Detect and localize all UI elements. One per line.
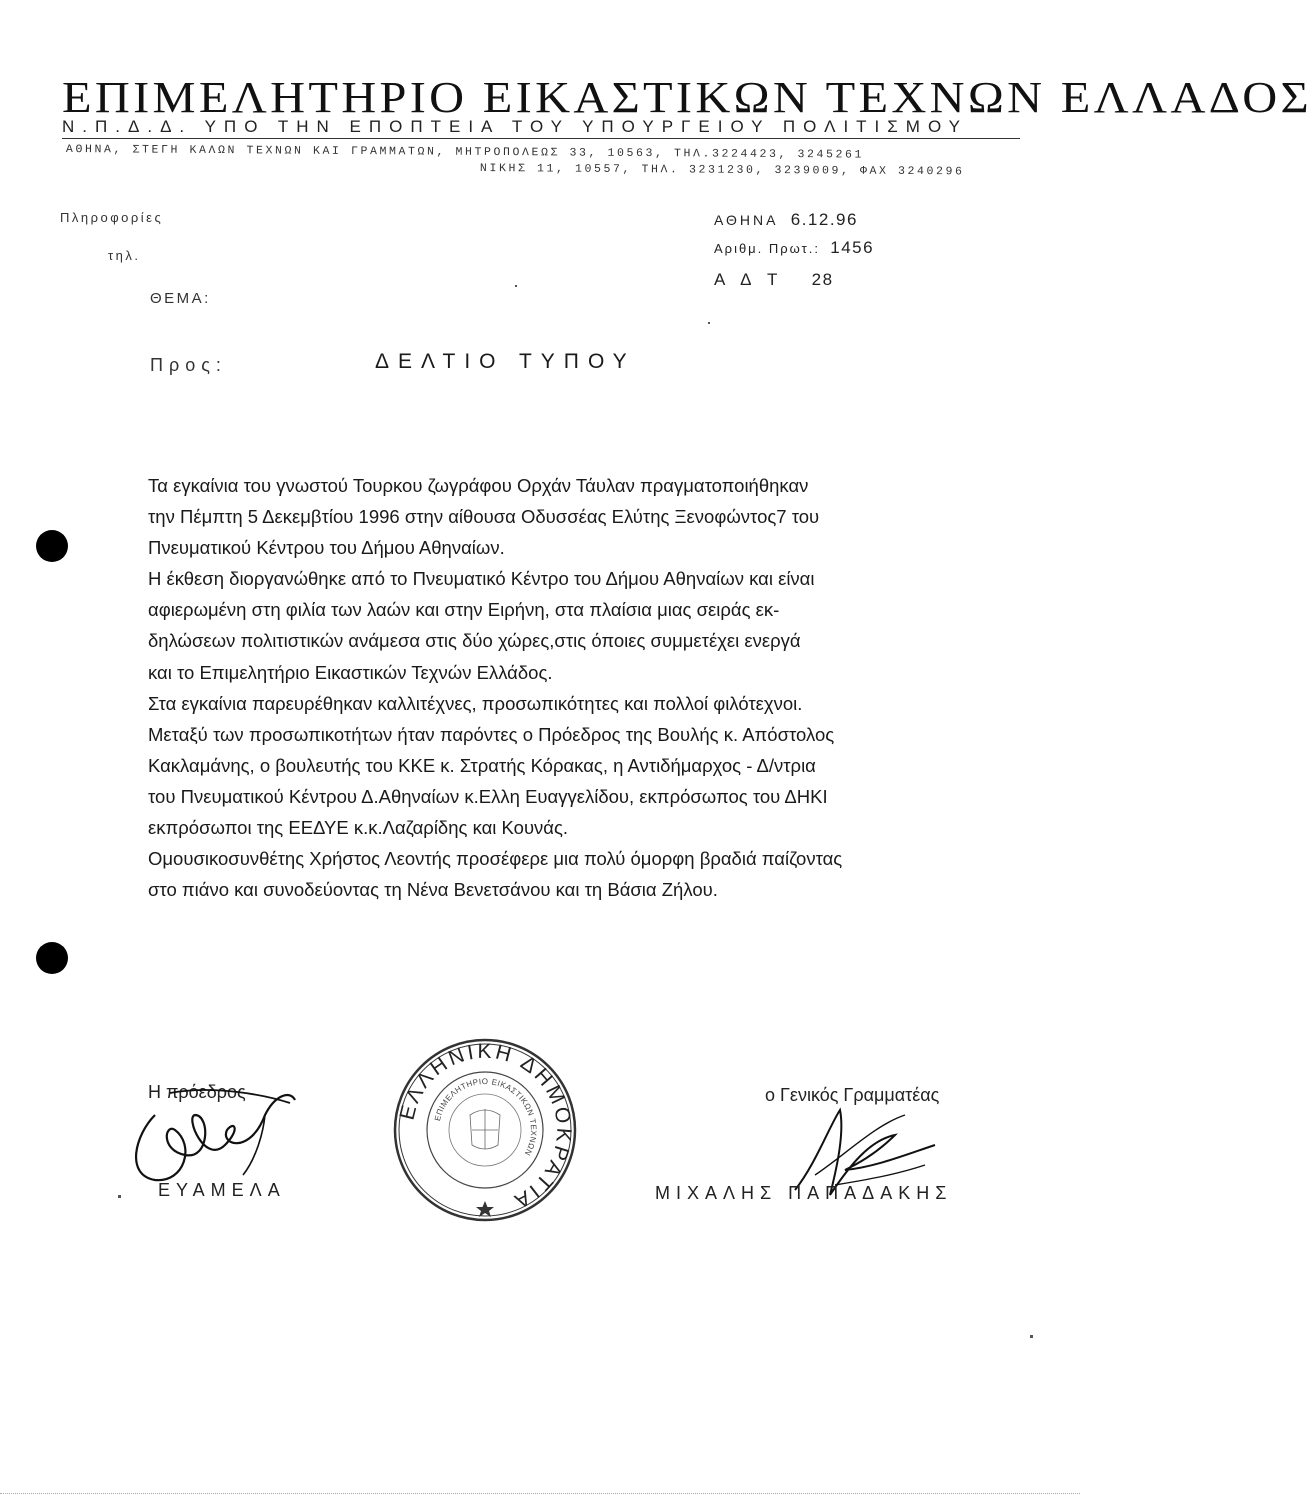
- protocol-number: 1456: [830, 238, 875, 257]
- seal-inner-text: [433, 1077, 538, 1157]
- left-signature-scribble: [115, 1075, 325, 1195]
- subject-label: ΘΕΜΑ:: [150, 290, 211, 307]
- punch-hole: [36, 942, 68, 974]
- organization-address-line-1: ΑΘΗΝΑ, ΣΤΕΓΗ ΚΑΛΩΝ ΤΕΧΝΩΝ ΚΑΙ ΓΡΑΜΜΑΤΩΝ, ΜΗΤΡΟΠΟΛΕΩΣ 33, 10563, ΤΗΛ.3224423, 3245261: [65, 143, 865, 162]
- body-line: Η έκθεση διοργανώθηκε από το Πνευματικό Κέντρο του Δήμου Αθηναίων και είναι: [148, 568, 815, 590]
- right-signatory-name: ΜΙΧΑΛΗΣ ΠΑΠΑΔΑΚΗΣ: [655, 1183, 953, 1203]
- adt-label: Α Δ Τ: [714, 270, 784, 289]
- scan-speck: [515, 285, 517, 287]
- scan-speck: [1030, 1335, 1033, 1338]
- seal-graphic: [390, 1035, 580, 1225]
- left-signatory-title: Η πρόεδρος: [148, 1082, 246, 1102]
- date-line: [714, 210, 858, 230]
- recipient-label: Προς:: [150, 355, 227, 375]
- punch-hole: [36, 530, 68, 562]
- body-line: και το Επιμελητήριο Εικαστικών Τεχνών Ελλάδος.: [148, 661, 553, 683]
- right-signatory-title: ο Γενικός Γραμματέας: [765, 1085, 940, 1105]
- body-line: εκπρόσωποι της ΕΕΔΥΕ κ.κ.Λαζαρίδης και Κουνάς.: [148, 817, 569, 839]
- body-line: Πνευματικού Κέντρου του Δήμου Αθηναίων.: [148, 537, 505, 559]
- adt-line: [714, 270, 834, 290]
- official-seal: [390, 1035, 580, 1225]
- seal-inner-text-path: ΕΠΙΜΕΛΗΤΗΡΙΟ ΕΙΚΑΣΤΙΚΩΝ ΤΕΧΝΩΝ: [432, 1076, 539, 1158]
- organization-title: ΕΠΙΜΕΛΗΤΗΡΙΟ ΕΙΚΑΣΤΙΚΩΝ ΤΕΧΝΩΝ ΕΛΛΑΔΟΣ: [62, 73, 1312, 122]
- date-value: 6.12.96: [790, 210, 858, 229]
- body-line: Ομουσικοσυνθέτης Χρήστος Λεοντής προσέφερε μια πολύ όμορφη βραδιά παίζοντας: [148, 848, 843, 870]
- body-line: Τα εγκαίνια του γνωστού Τουρκου ζωγράφου Ορχάν Τάυλαν πραγματοποιήθηκαν: [148, 475, 809, 496]
- body-line: Μεταξύ των προσωπικοτήτων ήταν παρόντες ο Πρόεδρος της Βουλής κ. Απόστολος: [148, 723, 835, 745]
- seal-outer-text-path: ΕΛΛΗΝΙΚΗ ΔΗΜΟΚΡΑΤΙΑ: [395, 1039, 576, 1214]
- body-line: του Πνευματικού Κέντρου Δ.Αθηναίων κ.Ελλη Ευαγγελίδου, εκπρόσωπος του ΔΗΚΙ: [148, 785, 828, 807]
- body-line: Στα εγκαίνια παρευρέθηκαν καλλιτέχνες, προσωπικότητες και πολλοί φιλότεχνοι.: [148, 692, 803, 714]
- scan-speck: [118, 1195, 121, 1198]
- adt-number: 28: [811, 270, 834, 289]
- body-line: δηλώσεων πολιτιστικών ανάμεσα στις δύο χώρες,στις όποιες συμμετέχει ενεργά: [148, 630, 801, 652]
- body-line: Κακλαμάνης, ο βουλευτής του ΚΚΕ κ. Στρατής Κόρακας, η Αντιδήμαρχος - Δ/ντρια: [148, 754, 816, 776]
- document-heading: ΔΕΛΤΙΟ ΤΥΠΟΥ: [375, 350, 636, 373]
- body-line: την Πέμπτη 5 Δεκεμβτίου 1996 στην αίθουσα Οδυσσέας Ελύτης Ξενοφώντος7 του: [148, 506, 820, 528]
- protocol-label: Αριθμ. Πρωτ.:: [714, 241, 821, 256]
- emblem-icon: [470, 1109, 500, 1149]
- tel-label: τηλ.: [108, 248, 141, 263]
- scan-edge-line: [0, 1493, 1080, 1495]
- city-label: ΑΘΗΝΑ: [714, 212, 779, 228]
- star-icon: [476, 1201, 494, 1217]
- organization-subtitle: Ν.Π.Δ.Δ. ΥΠΟ ΤΗΝ ΕΠΟΠΤΕΙΑ ΤΟΥ ΥΠΟΥΡΓΕΙΟΥ ΠΟΛΙΤΙΣΜΟΥ: [62, 117, 1020, 139]
- protocol-line: [714, 238, 874, 258]
- body-line: στο πιάνο και συνοδεύοντας τη Νένα Βενετσάνου και τη Βάσια Ζήλου.: [148, 879, 718, 901]
- left-signatory-name: ΕΥΑΜΕΛΑ: [158, 1180, 286, 1200]
- info-label: Πληροφορίες: [60, 210, 164, 225]
- organization-address-line-2: ΝΙΚΗΣ 11, 10557, ΤΗΛ. 3231230, 3239009, ΦΑΧ 3240296: [479, 162, 965, 179]
- body-line: αφιερωμένη στη φιλία των λαών και στην Ειρήνη, στα πλαίσια μιας σειράς εκ-: [148, 599, 780, 621]
- press-release-body: [148, 470, 978, 905]
- scan-speck: [708, 322, 710, 324]
